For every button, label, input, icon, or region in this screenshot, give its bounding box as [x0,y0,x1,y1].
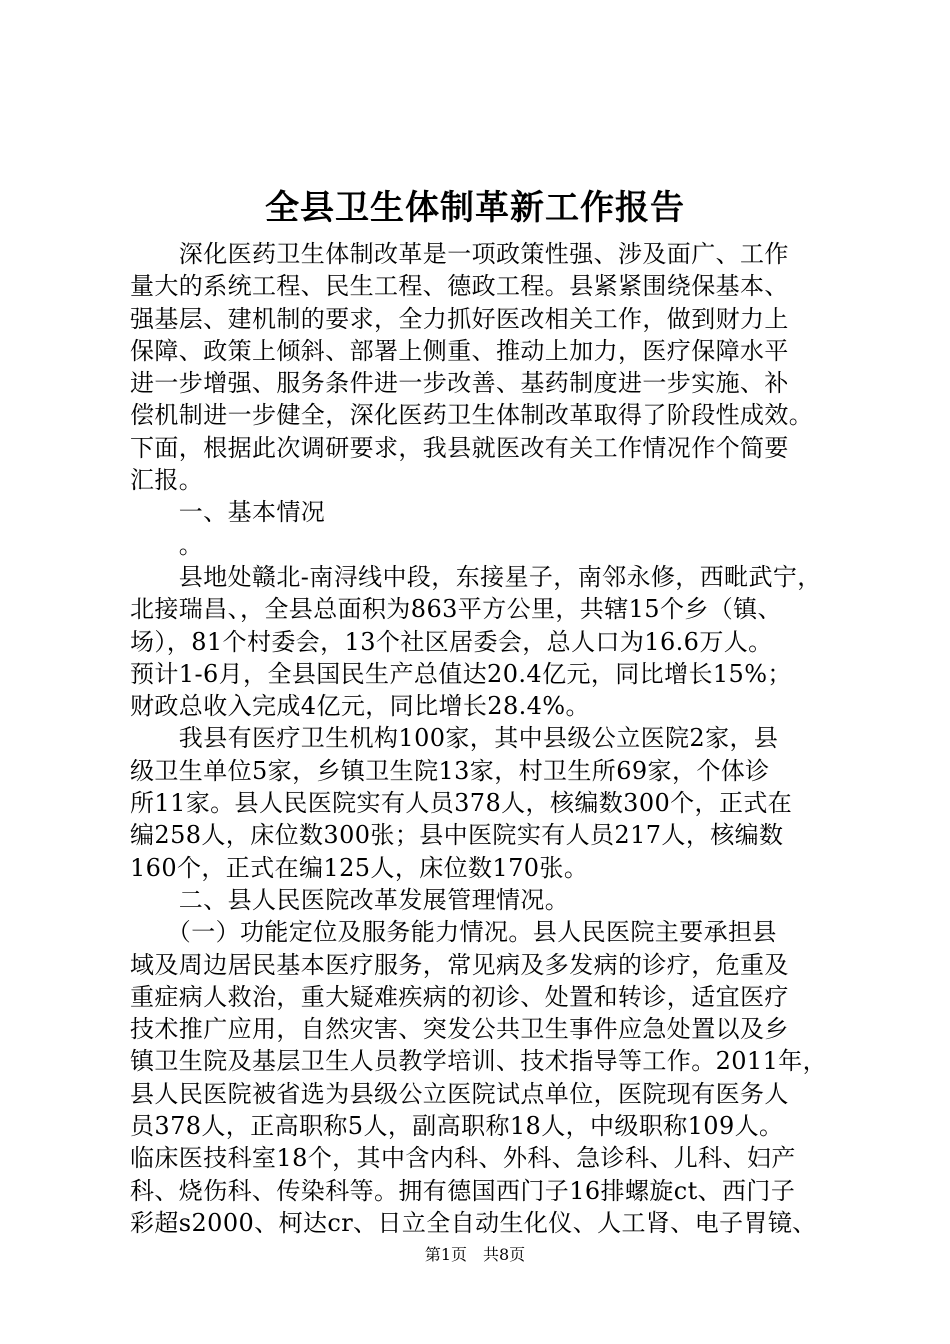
section-heading: 一、基本情况 [130,498,326,527]
text-line: 临床医技科室18个，其中含内科、外科、急诊科、儿科、妇产 [130,1144,796,1173]
text-line: 县人民医院被省选为县级公立医院试点单位，医院现有医务人 [130,1079,789,1108]
document-title: 全县卫生体制革新工作报告 [265,188,685,228]
text-line: 强基层、建机制的要求，全力抓好医改相关工作，做到财力上 [130,304,789,333]
text-line: 下面，根据此次调研要求，我县就医改有关工作情况作个简要 [130,433,789,462]
text-line: （一）功能定位及服务能力情况。县人民医院主要承担县 [130,918,777,947]
text-line: 。 [130,530,204,559]
text-line: 镇卫生院及基层卫生人员教学培训、技术指导等工作。2011年， [130,1047,828,1076]
text-line: 技术推广应用，自然灾害、突发公共卫生事件应急处置以及乡 [130,1015,789,1044]
text-line: 预计1-6月，全县国民生产总值达20.4亿元，同比增长15%； [130,659,792,688]
text-line: 汇报。 [130,466,204,495]
text-line: 进一步增强、服务条件进一步改善、基药制度进一步实施、补 [130,369,789,398]
section-heading: 二、县人民医院改革发展管理情况。 [130,885,570,914]
text-line: 北接瑞昌、，全县总面积为863平方公里，共辖15个乡（镇、 [130,595,782,624]
text-line: 160个，正式在编125人，床位数170张。 [130,853,589,882]
text-line: 量大的系统工程、民生工程、德政工程。县紧紧围绕保基本、 [130,272,789,301]
text-line: 重症病人救治，重大疑难疾病的初诊、处置和转诊，适宜医疗 [130,982,789,1011]
text-line: 偿机制进一步健全，深化医药卫生体制改革取得了阶段性成效。 [130,401,814,430]
text-line: 所11家。县人民医院实有人员378人，核编数300个，正式在 [130,789,793,818]
text-line: 彩超s2000、柯达cr、日立全自动生化仪、人工肾、电子胃镜、 [130,1208,817,1237]
text-line: 财政总收入完成4亿元，同比增长28.4%。 [130,692,590,721]
text-line: 县地处赣北-南浔线中段，东接星子，南邻永修，西毗武宁， [130,562,822,591]
text-line: 级卫生单位5家，乡镇卫生院13家，村卫生所69家，个体诊 [130,756,770,785]
text-line: 保障、政策上倾斜、部署上侧重、推动上加力，医疗保障水平 [130,336,789,365]
text-line: 员378人，正高职称5人，副高职称18人，中级职称109人。 [130,1112,784,1141]
text-line: 我县有医疗卫生机构100家，其中县级公立医院2家，县 [130,724,779,753]
page-number-footer: 第1页 共8页 [424,1245,526,1264]
text-line: 场），81个村委会，13个社区居委会，总人口为16.6万人。 [130,627,773,656]
text-line: 科、烧伤科、传染科等。拥有德国西门子16排螺旋ct、西门子 [130,1176,796,1205]
document-body [130,238,830,1239]
text-line: 域及周边居民基本医疗服务，常见病及多发病的诊疗，危重及 [130,950,789,979]
text-line: 深化医药卫生体制改革是一项政策性强、涉及面广、工作 [130,240,789,268]
text-line: 编258人，床位数300张；县中医院实有人员217人，核编数 [130,821,784,850]
